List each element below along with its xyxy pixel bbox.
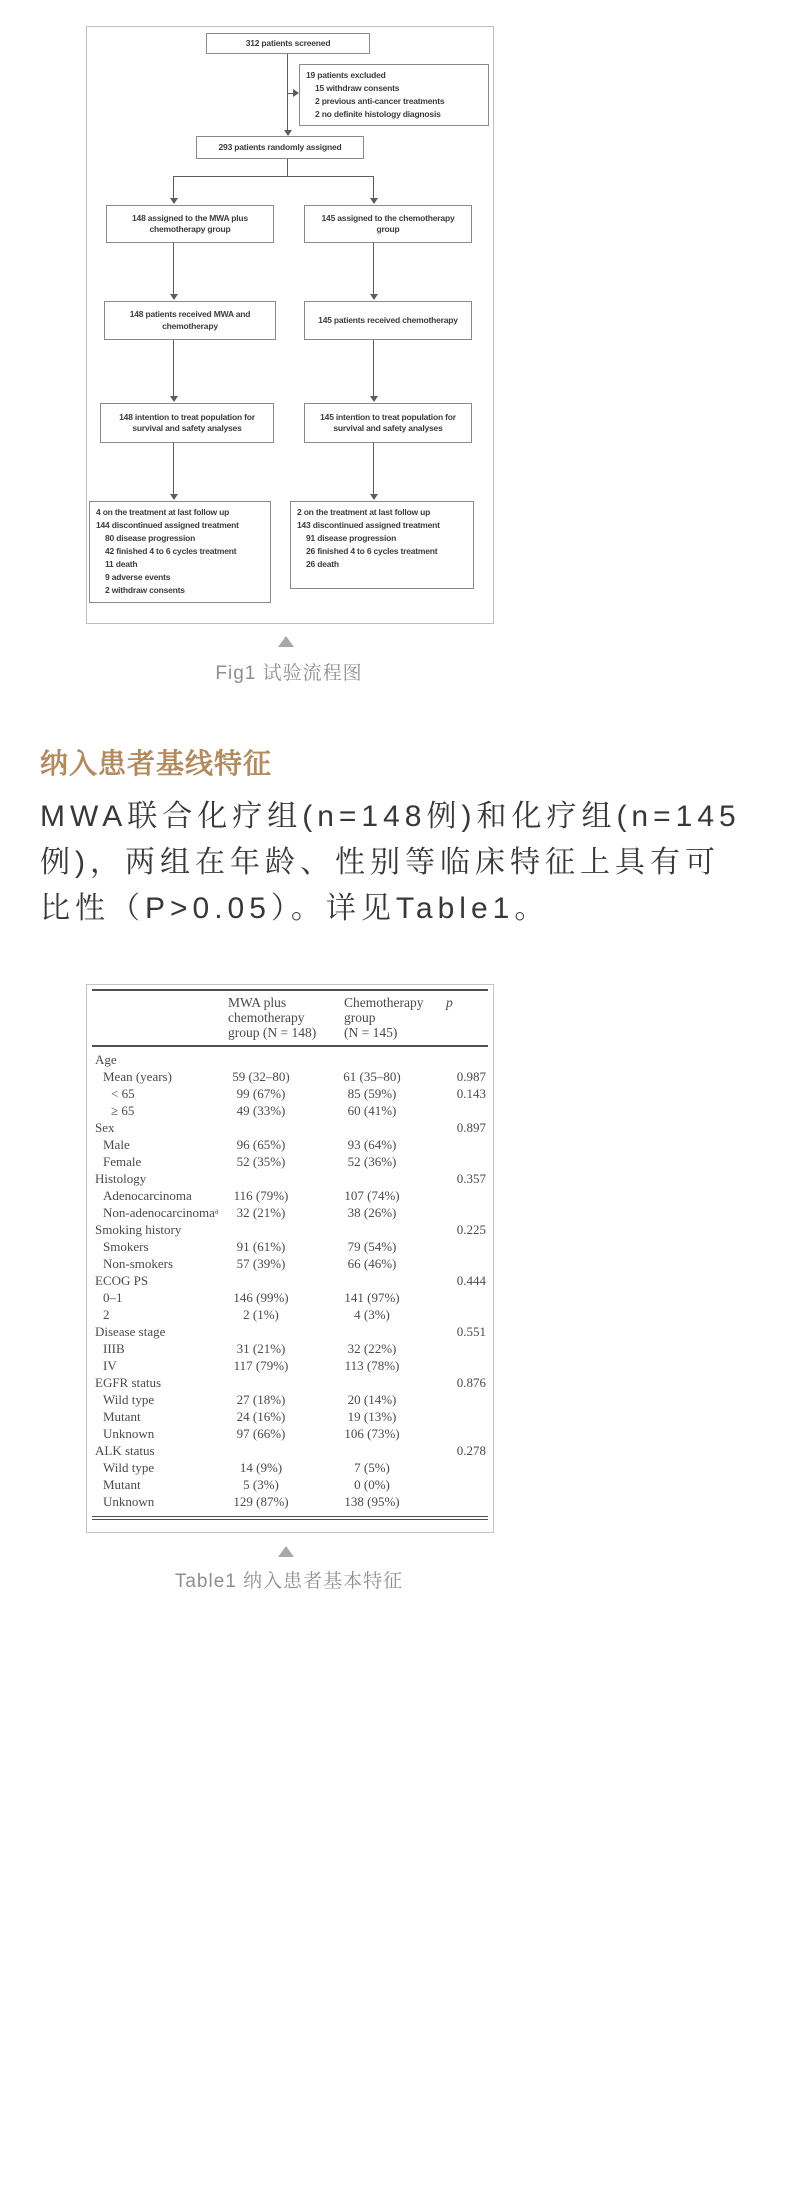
header-line: Chemotherapy	[344, 995, 424, 1010]
row-value-mwa: 14 (9%)	[239, 1460, 283, 1475]
row-value-chemo	[305, 1051, 439, 1068]
table-body	[95, 1051, 493, 1510]
row-value-chemo: 60 (41%)	[347, 1103, 397, 1118]
flow-connector	[173, 243, 174, 294]
table-row	[95, 1357, 493, 1374]
row-value-chemo: 61 (35–80)	[343, 1069, 401, 1084]
flow-connector	[373, 176, 374, 199]
table-header-chemo-group	[327, 995, 444, 1040]
arrow-down-icon	[370, 396, 378, 402]
table-row	[95, 1221, 493, 1238]
row-p-value: 0.444	[456, 1273, 486, 1288]
flow-box-randomized: 293 patients randomly assigned	[196, 136, 364, 159]
row-p-value	[439, 1238, 486, 1255]
flow-connector	[173, 176, 174, 199]
table-row	[95, 1391, 493, 1408]
row-value-mwa: 91 (61%)	[236, 1239, 286, 1254]
row-value-chemo	[305, 1170, 439, 1187]
flow-box-itt-mwa: 148 intention to treat population for survival and safety analyses	[100, 403, 274, 443]
row-p-value	[439, 1153, 486, 1170]
flow-box-itt-chemo: 145 intention to treat population for survival and safety analyses	[304, 403, 472, 443]
flow-box-screened: 312 patients screened	[206, 33, 370, 54]
row-p-value	[439, 1289, 486, 1306]
row-p-value: 0.143	[456, 1086, 486, 1101]
table1-caption: Table1 纳入患者基本特征	[174, 1571, 404, 1592]
arrow-down-icon	[370, 494, 378, 500]
row-p-value: 0.551	[456, 1324, 486, 1339]
row-label: Smokers	[103, 1239, 149, 1254]
flow-connector	[173, 340, 174, 396]
header-line: (N = 145)	[344, 1025, 398, 1040]
row-value-chemo: 106 (73%)	[344, 1426, 400, 1441]
flow-connector	[173, 176, 374, 177]
row-label: Adenocarcinoma	[103, 1188, 192, 1203]
table-row	[95, 1493, 493, 1510]
row-value-mwa: 146 (99%)	[233, 1290, 289, 1305]
row-p-value	[439, 1255, 486, 1272]
table-row	[95, 1187, 493, 1204]
row-label: Mutant	[103, 1409, 141, 1424]
flow-connector	[373, 340, 374, 396]
row-label: 2	[103, 1307, 110, 1322]
row-label: Wild type	[103, 1460, 155, 1475]
row-label: Non-adenocarcinomaᵃ	[103, 1205, 219, 1220]
flow-connector	[373, 443, 374, 494]
table-row	[95, 1102, 493, 1119]
row-value-mwa: 32 (21%)	[236, 1205, 286, 1220]
row-p-value: 0.225	[456, 1222, 486, 1237]
table-row	[95, 1272, 493, 1289]
row-label: ≥ 65	[111, 1103, 135, 1118]
row-p-value	[439, 1187, 486, 1204]
row-label: ECOG PS	[95, 1273, 149, 1288]
row-value-mwa: 97 (66%)	[236, 1426, 286, 1441]
header-line: group	[344, 1010, 376, 1025]
flow-connector	[287, 159, 288, 176]
flow-text-line: 143 discontinued assigned treatment	[297, 520, 440, 530]
arrow-down-icon	[370, 294, 378, 300]
row-value-mwa	[217, 1323, 305, 1340]
row-p-value: 0.357	[456, 1171, 486, 1186]
row-value-mwa: 99 (67%)	[236, 1086, 286, 1101]
row-value-chemo: 85 (59%)	[347, 1086, 397, 1101]
table-row	[95, 1153, 493, 1170]
table-row	[95, 1119, 493, 1136]
arrow-down-icon	[370, 198, 378, 204]
row-label: Mutant	[103, 1477, 141, 1492]
row-value-mwa: 27 (18%)	[236, 1392, 286, 1407]
row-value-mwa: 129 (87%)	[233, 1494, 289, 1509]
table-row	[95, 1085, 493, 1102]
row-value-chemo: 38 (26%)	[347, 1205, 397, 1220]
row-p-value: 0.876	[456, 1375, 486, 1390]
row-value-mwa: 49 (33%)	[236, 1103, 286, 1118]
row-value-mwa: 2 (1%)	[243, 1307, 279, 1322]
flow-text-line: 2 withdraw consents	[105, 585, 185, 595]
row-p-value	[439, 1459, 486, 1476]
flow-connector	[373, 243, 374, 294]
row-label: < 65	[111, 1086, 135, 1101]
row-value-mwa	[217, 1051, 305, 1068]
row-value-mwa: 116 (79%)	[233, 1188, 289, 1203]
header-line: group (N = 148)	[228, 1025, 317, 1040]
flow-text-line: 144 discontinued assigned treatment	[96, 520, 239, 530]
flow-box-excluded	[299, 64, 489, 126]
row-p-value	[439, 1408, 486, 1425]
row-value-chemo: 52 (36%)	[347, 1154, 397, 1169]
table-header-blank	[95, 995, 210, 1040]
row-value-chemo: 7 (5%)	[354, 1460, 390, 1475]
paragraph-line: MWA联合化疗组(n=148例)和化疗组(n=145	[40, 800, 741, 833]
row-p-value	[439, 1476, 486, 1493]
row-value-chemo: 79 (54%)	[347, 1239, 397, 1254]
row-p-value: 0.987	[456, 1069, 486, 1084]
row-p-value	[439, 1425, 486, 1442]
table-row	[95, 1340, 493, 1357]
table-row	[95, 1408, 493, 1425]
row-value-chemo: 66 (46%)	[347, 1256, 397, 1271]
flow-connector	[173, 443, 174, 494]
row-value-mwa: 59 (32–80)	[232, 1069, 290, 1084]
table-row	[95, 1323, 493, 1340]
row-value-chemo	[305, 1442, 439, 1459]
table-row	[95, 1136, 493, 1153]
row-label: Male	[103, 1137, 130, 1152]
collapse-triangle-icon	[278, 1546, 294, 1557]
row-p-value	[439, 1493, 486, 1510]
fig1-flowchart-image	[86, 26, 494, 624]
arrow-down-icon	[170, 294, 178, 300]
row-value-mwa: 96 (65%)	[236, 1137, 286, 1152]
table-header-p: p	[446, 995, 453, 1010]
flow-text-line: 80 disease progression	[105, 533, 196, 543]
row-value-mwa	[217, 1272, 305, 1289]
flow-text-line: 26 finished 4 to 6 cycles treatment	[306, 546, 438, 556]
table-row	[95, 1238, 493, 1255]
row-label: EGFR status	[95, 1375, 162, 1390]
row-label: Smoking history	[95, 1222, 182, 1237]
row-value-mwa: 24 (16%)	[236, 1409, 286, 1424]
row-label: Unknown	[103, 1494, 155, 1509]
row-value-chemo: 107 (74%)	[344, 1188, 400, 1203]
row-label: Wild type	[103, 1392, 155, 1407]
flow-box-assigned-chemo: 145 assigned to the chemotherapy group	[304, 205, 472, 243]
flow-text-line: 2 on the treatment at last follow up	[297, 507, 431, 517]
row-p-value: 0.897	[456, 1120, 486, 1135]
table-header-rule	[92, 1045, 488, 1047]
row-value-chemo	[305, 1272, 439, 1289]
row-p-value	[439, 1204, 486, 1221]
row-value-chemo: 0 (0%)	[354, 1477, 390, 1492]
row-label: Non-smokers	[103, 1256, 174, 1271]
row-value-chemo	[305, 1323, 439, 1340]
row-label: 0–1	[103, 1290, 123, 1305]
row-value-mwa	[217, 1119, 305, 1136]
row-label: Histology	[95, 1171, 147, 1186]
row-label: ALK status	[95, 1443, 155, 1458]
row-value-chemo: 93 (64%)	[347, 1137, 397, 1152]
table1-image	[86, 984, 494, 1533]
table-row	[95, 1476, 493, 1493]
row-p-value	[439, 1102, 486, 1119]
row-label: IV	[103, 1358, 117, 1373]
row-p-value	[439, 1340, 486, 1357]
paragraph-line: 例)，两组在年龄、性别等临床特征上具有可	[40, 846, 720, 879]
table-row	[95, 1204, 493, 1221]
row-p-value: 0.278	[456, 1443, 486, 1458]
collapse-triangle-icon	[278, 636, 294, 647]
table-row	[95, 1289, 493, 1306]
header-line: MWA plus	[228, 995, 287, 1010]
row-value-mwa	[217, 1221, 305, 1238]
row-label: Sex	[95, 1120, 115, 1135]
table-row	[95, 1442, 493, 1459]
flow-box-followup-mwa	[89, 501, 271, 603]
row-value-chemo: 113 (78%)	[344, 1358, 400, 1373]
flow-text-line: 11 death	[105, 559, 138, 569]
row-value-mwa	[217, 1170, 305, 1187]
row-label: Disease stage	[95, 1324, 166, 1339]
paragraph-line: 比性（P>0.05）。详见Table1。	[40, 892, 550, 925]
row-p-value	[439, 1136, 486, 1153]
table-bottom-rule	[92, 1516, 488, 1520]
flow-text-line: 19 patients excluded	[306, 70, 386, 80]
row-value-chemo	[305, 1119, 439, 1136]
flow-text-line: 2 previous anti-cancer treatments	[315, 96, 445, 106]
row-label: Mean (years)	[103, 1069, 172, 1084]
row-value-mwa: 5 (3%)	[243, 1477, 279, 1492]
table-row	[95, 1425, 493, 1442]
row-value-chemo	[305, 1221, 439, 1238]
arrow-down-icon	[170, 494, 178, 500]
table-header-row	[95, 995, 488, 1040]
row-label: Female	[103, 1154, 142, 1169]
header-line: chemotherapy	[228, 1010, 305, 1025]
row-p-value	[439, 1051, 486, 1068]
row-value-mwa: 57 (39%)	[236, 1256, 286, 1271]
table-top-rule	[92, 989, 488, 991]
row-value-mwa	[217, 1442, 305, 1459]
row-value-chemo	[305, 1374, 439, 1391]
flow-text-line: 42 finished 4 to 6 cycles treatment	[105, 546, 237, 556]
flow-text-line: 9 adverse events	[105, 572, 171, 582]
table-row	[95, 1170, 493, 1187]
flow-box-assigned-mwa: 148 assigned to the MWA plus chemotherapy group	[106, 205, 274, 243]
arrow-down-icon	[170, 396, 178, 402]
table-header-mwa-group	[210, 995, 327, 1040]
row-value-chemo: 138 (95%)	[344, 1494, 400, 1509]
row-value-chemo: 32 (22%)	[347, 1341, 397, 1356]
table-row	[95, 1306, 493, 1323]
flow-text-line: 4 on the treatment at last follow up	[96, 507, 230, 517]
row-label: IIIB	[103, 1341, 125, 1356]
table-row	[95, 1068, 493, 1085]
flow-box-followup-chemo	[290, 501, 474, 589]
intro-paragraph	[40, 794, 785, 932]
table-row	[95, 1374, 493, 1391]
row-value-chemo: 19 (13%)	[347, 1409, 397, 1424]
row-label: Unknown	[103, 1426, 155, 1441]
row-value-mwa: 52 (35%)	[236, 1154, 286, 1169]
row-p-value	[439, 1306, 486, 1323]
flow-text-line: 26 death	[306, 559, 339, 569]
row-value-chemo: 4 (3%)	[354, 1307, 390, 1322]
flow-box-received-chemo: 145 patients received chemotherapy	[304, 301, 472, 340]
table-row	[95, 1051, 493, 1068]
table-row	[95, 1255, 493, 1272]
table-row	[95, 1459, 493, 1476]
row-value-chemo: 141 (97%)	[344, 1290, 400, 1305]
section-heading: 纳入患者基线特征	[40, 749, 273, 780]
row-label: Age	[95, 1052, 117, 1067]
row-value-mwa: 117 (79%)	[233, 1358, 289, 1373]
row-p-value	[439, 1357, 486, 1374]
arrow-down-icon	[170, 198, 178, 204]
flow-box-received-mwa: 148 patients received MWA and chemotherapy	[104, 301, 276, 340]
row-value-mwa: 31 (21%)	[236, 1341, 286, 1356]
row-value-mwa	[217, 1374, 305, 1391]
flow-text-line: 15 withdraw consents	[315, 83, 400, 93]
flow-text-line: 91 disease progression	[306, 533, 397, 543]
flow-text-line: 2 no definite histology diagnosis	[315, 109, 441, 119]
row-p-value	[439, 1391, 486, 1408]
fig1-caption: Fig1 试验流程图	[215, 663, 363, 684]
row-value-chemo: 20 (14%)	[347, 1392, 397, 1407]
